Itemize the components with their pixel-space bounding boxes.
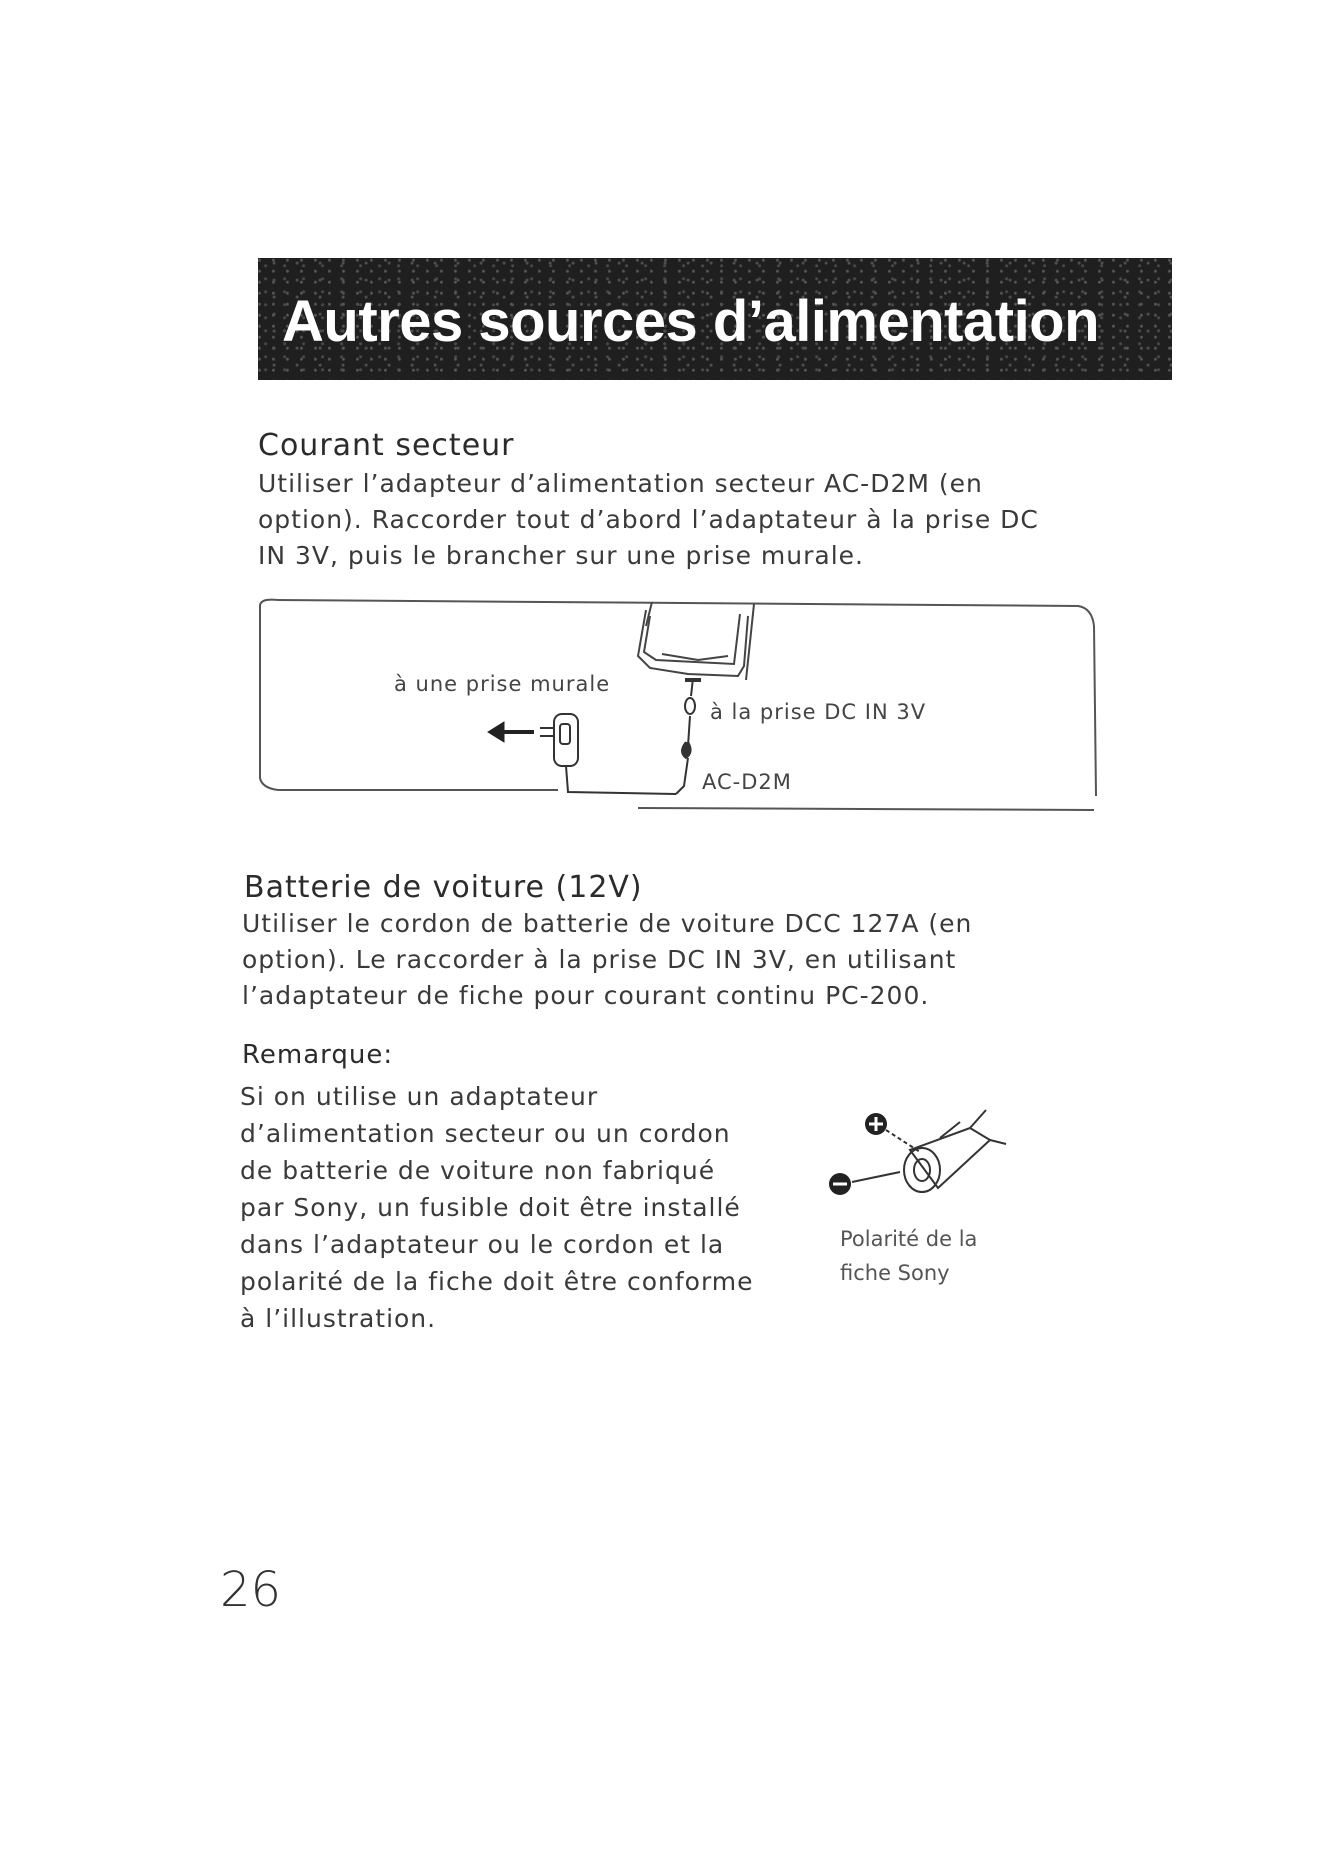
device-icon — [638, 602, 754, 680]
label-wall-outlet: à une prise murale — [394, 672, 611, 696]
wall-adaptor-icon — [540, 714, 578, 766]
text-line: Si on utilise un adaptateur — [240, 1082, 599, 1111]
text-line: option). Raccorder tout d’abord l’adaptateur à la prise DC — [258, 505, 1039, 534]
minus-icon — [829, 1173, 851, 1195]
page-number: 26 — [220, 1562, 282, 1618]
text-line: Utiliser le cordon de batterie de voiture DCC 127A (en — [242, 909, 973, 938]
arrow-left-icon — [488, 722, 534, 742]
ac-adaptor-diagram — [258, 596, 1098, 816]
remark-text — [240, 1078, 754, 1337]
text-line: option). Le raccorder à la prise DC IN 3V, en utilisant — [242, 945, 957, 974]
section-heading-car: Batterie de voiture (12V) — [244, 870, 643, 905]
section-text-ac — [258, 466, 1039, 574]
polarity-diagram — [820, 1100, 1010, 1220]
text-line: Utiliser l’adapteur d’alimentation secteur AC-D2M (en — [258, 469, 983, 498]
text-line: par Sony, un fusible doit être installé — [240, 1193, 741, 1222]
caption-line: fiche Sony — [840, 1261, 950, 1285]
polarity-caption — [840, 1222, 977, 1290]
label-model: AC-D2M — [702, 770, 792, 794]
diagram-frame — [258, 596, 1098, 816]
page-title: Autres sources d’alimentation — [282, 289, 1100, 354]
text-line: dans l’adaptateur ou le cordon et la — [240, 1230, 725, 1259]
section-heading-ac: Courant secteur — [258, 428, 515, 463]
text-line: l’adaptateur de fiche pour courant continu PC-200. — [242, 981, 930, 1010]
text-line: IN 3V, puis le brancher sur une prise murale. — [258, 541, 864, 570]
text-line: polarité de la fiche doit être conforme — [240, 1267, 754, 1296]
title-banner — [258, 258, 1172, 380]
text-line: d’alimentation secteur ou un cordon — [240, 1119, 731, 1148]
label-dc-jack: à la prise DC IN 3V — [710, 700, 927, 724]
plus-icon — [865, 1113, 887, 1135]
remark-heading: Remarque: — [242, 1040, 394, 1070]
caption-line: Polarité de la — [840, 1227, 978, 1251]
text-line: de batterie de voiture non fabriqué — [240, 1156, 716, 1185]
text-line: à l’illustration. — [240, 1304, 437, 1333]
section-text-car — [242, 906, 972, 1014]
